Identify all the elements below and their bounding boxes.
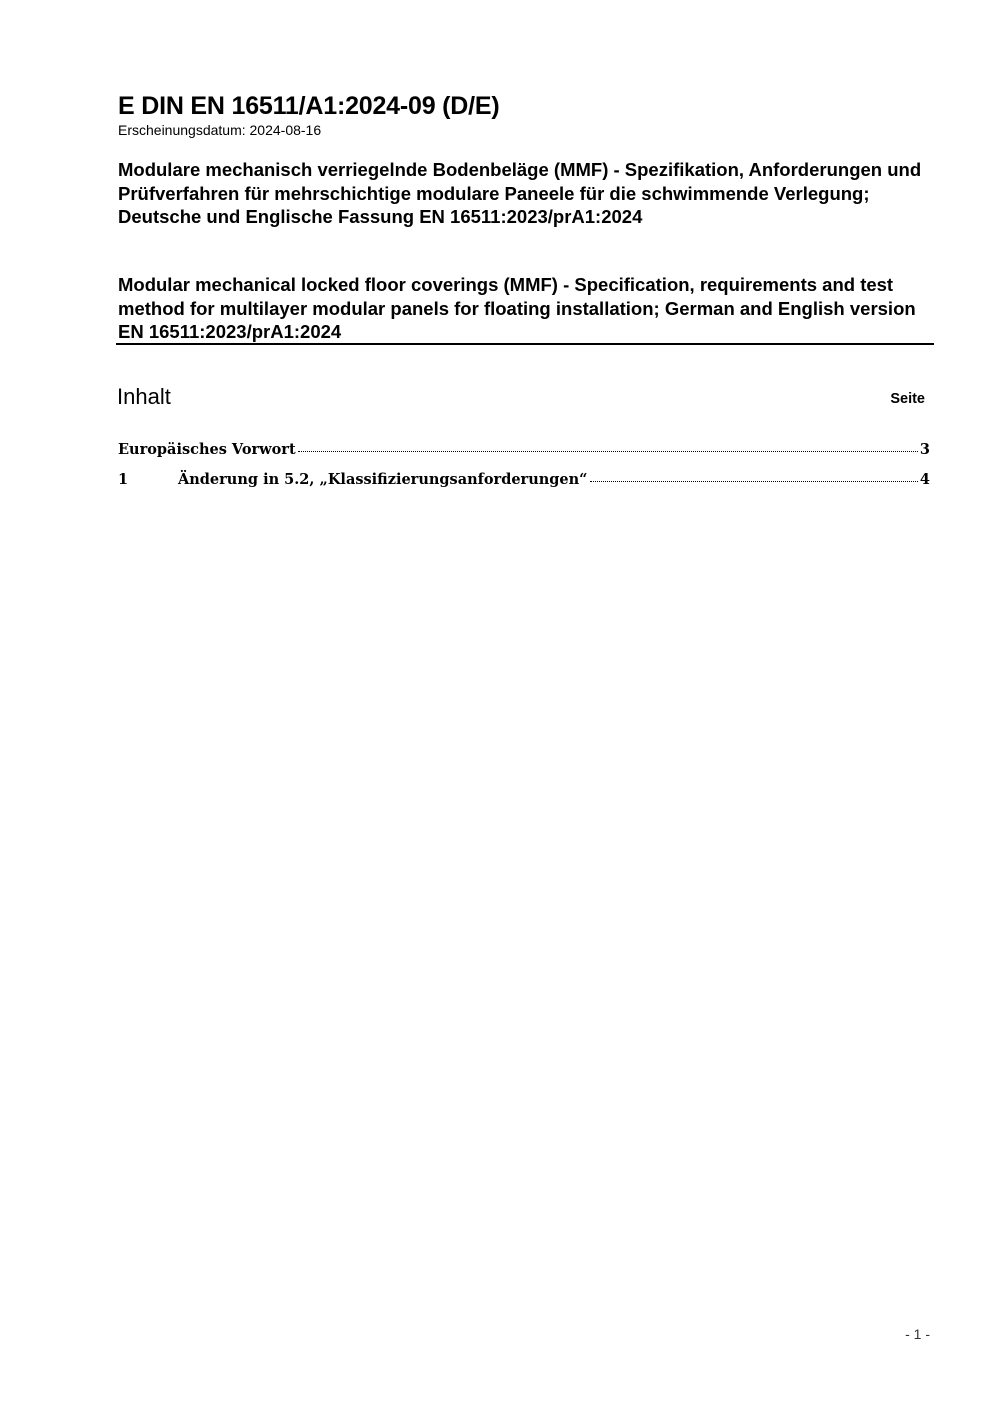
toc-entry-number: 1	[118, 471, 129, 488]
title-german: Modulare mechanisch verriegelnde Bodenbeläge (MMF) - Spezifikation, Anforderungen und Prüfverfahren für mehrschichtige modulare Paneele für die schwimmende Verlegung; Deutsche und Englische Fassung EN 16511:2023/prA1:2024	[118, 159, 922, 227]
document-number: E DIN EN 16511/A1:2024-09 (D/E)	[118, 92, 500, 120]
toc-entry-page: 3	[919, 441, 930, 458]
page-number: - 1 -	[905, 1326, 930, 1342]
issue-date: Erscheinungsdatum: 2024-08-16	[118, 122, 322, 138]
toc-entry-title: Europäisches Vorwort	[118, 441, 296, 458]
toc-entry-title: Änderung in 5.2, „Klassifizierungsanforderungen“	[178, 471, 588, 488]
title-english: Modular mechanical locked floor coverings (MMF) - Specification, requirements and test method for multilayer modular panels for floating installation; German and English version EN 16511:2023/prA1:2024	[118, 274, 916, 342]
toc-page-label: Seite	[890, 391, 925, 407]
toc-dot-leader	[298, 451, 918, 452]
toc-entry-page: 4	[919, 471, 930, 488]
toc-heading: Inhalt	[117, 384, 171, 409]
title-divider	[116, 343, 934, 345]
toc-entry[interactable]	[118, 439, 930, 461]
toc-entry[interactable]	[118, 469, 930, 491]
toc-dot-leader	[590, 481, 918, 482]
